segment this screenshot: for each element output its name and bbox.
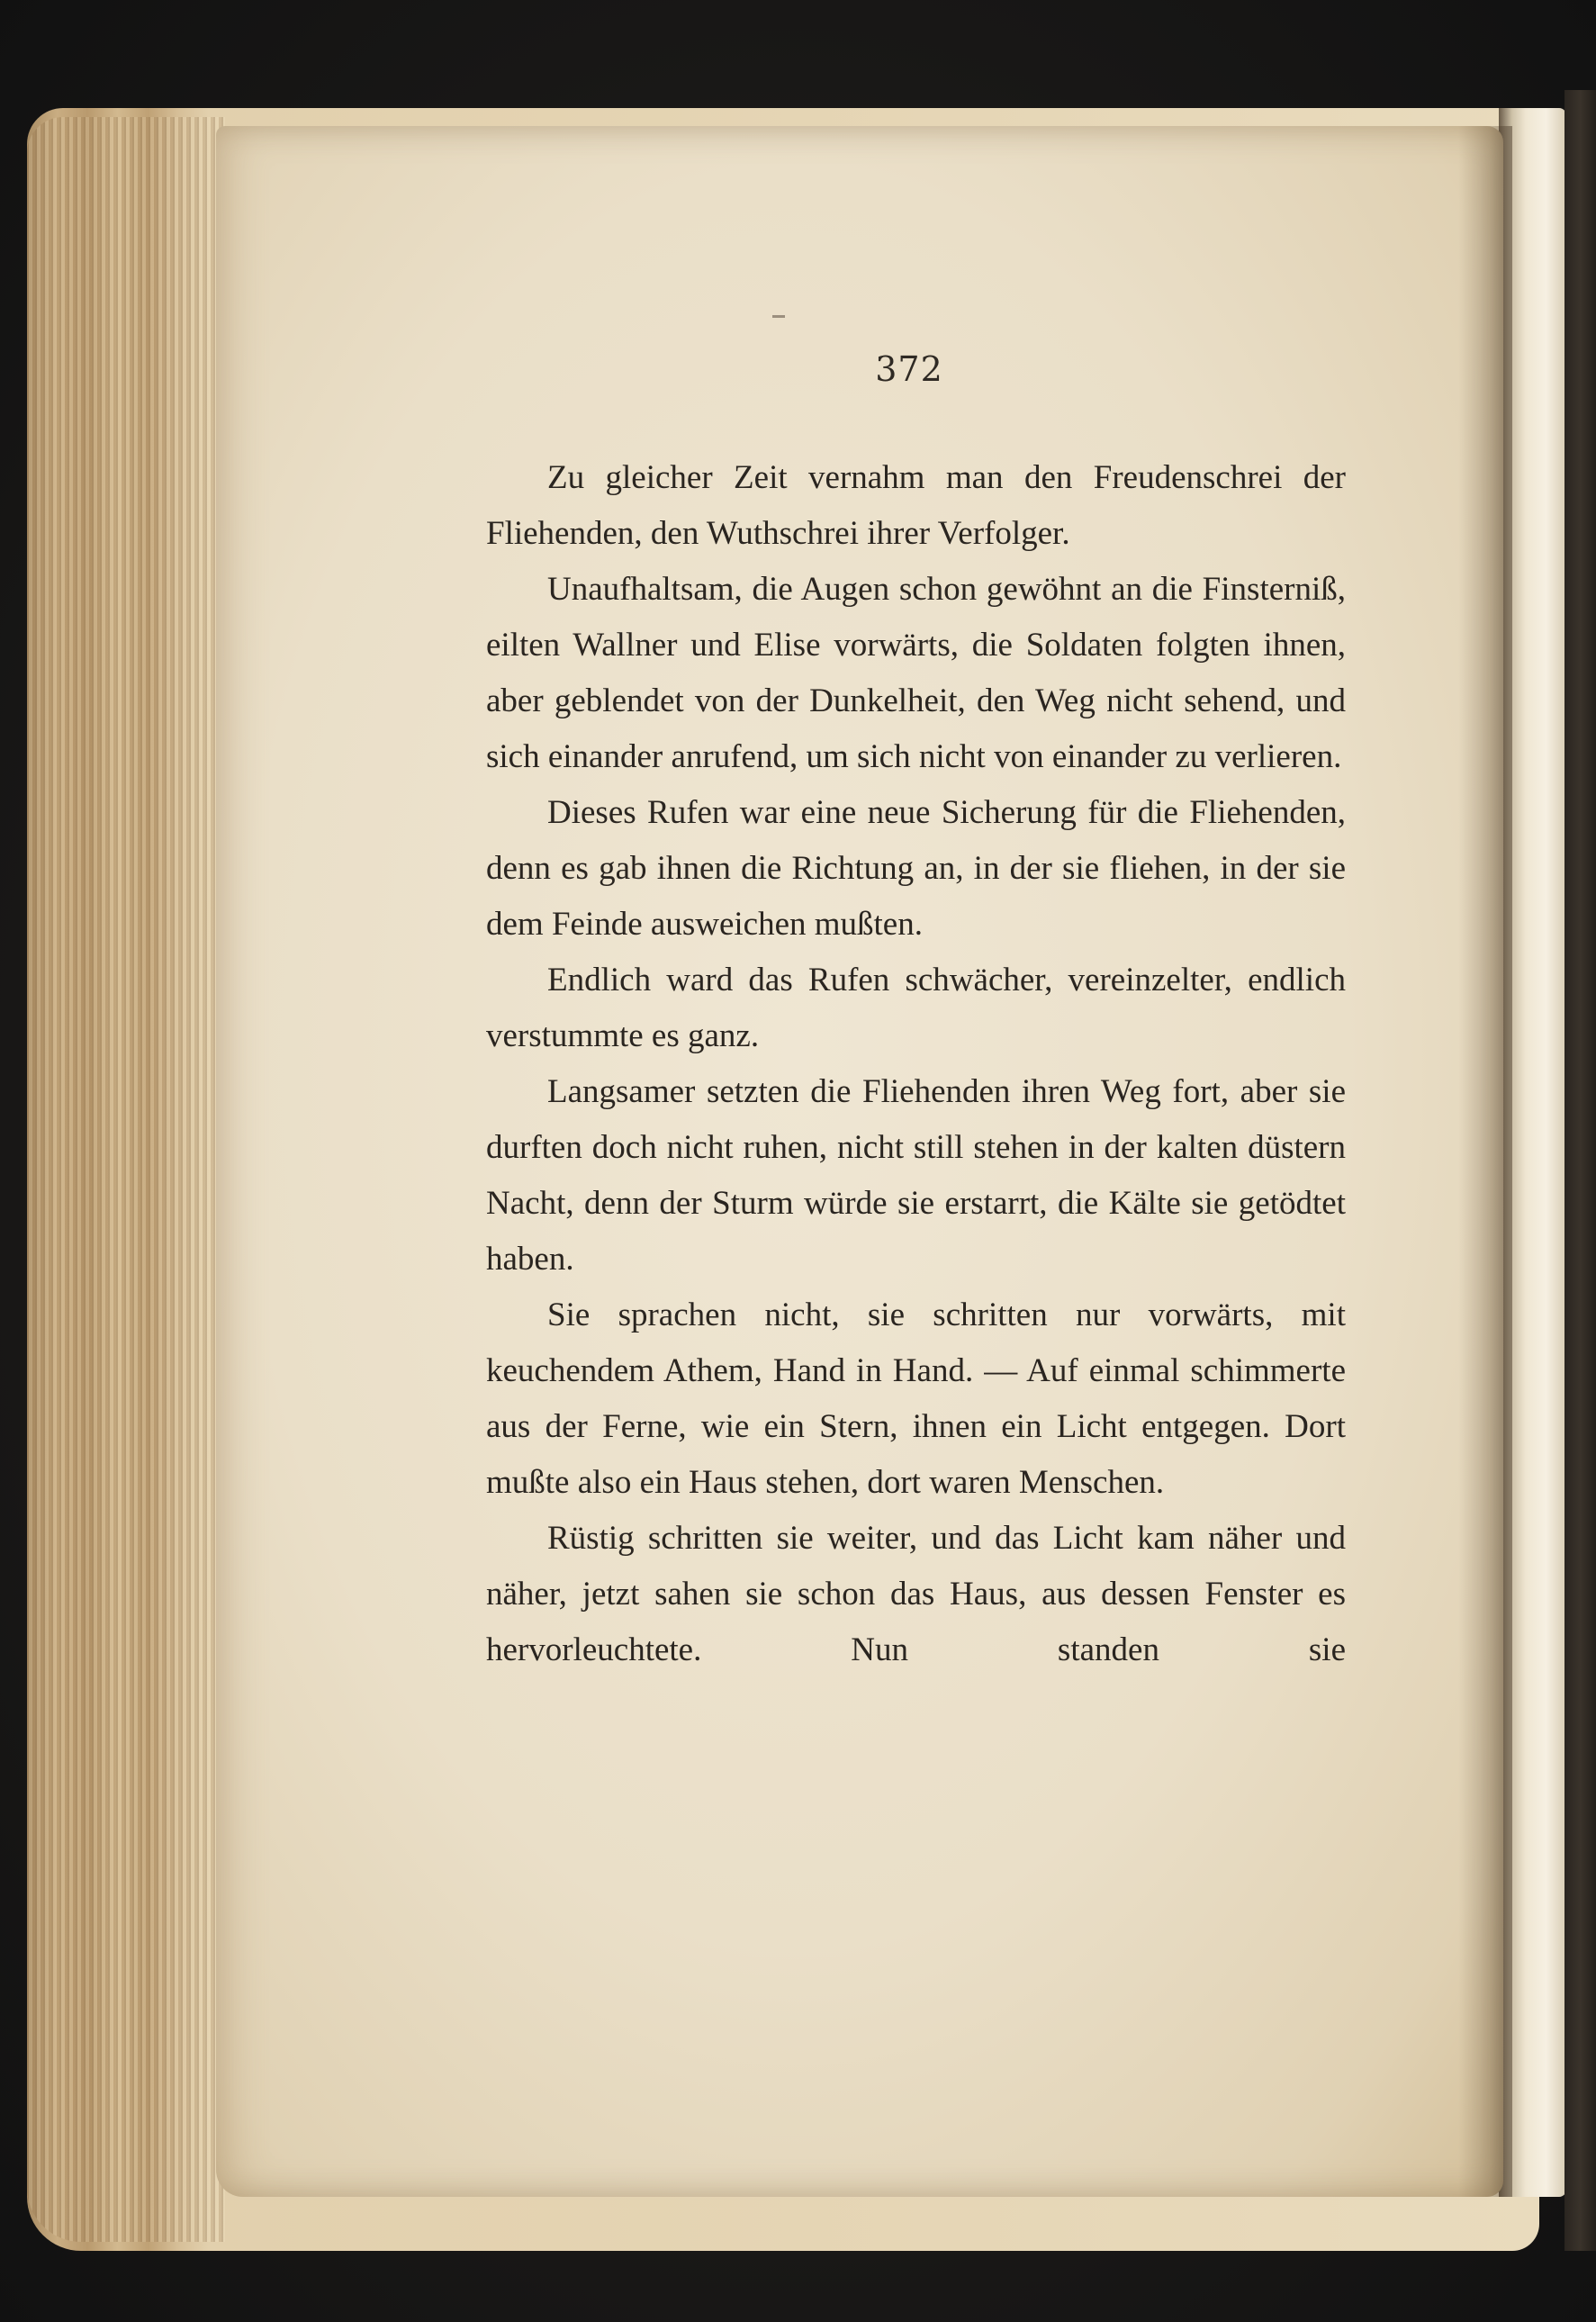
page-edges (27, 117, 225, 2242)
page-number: 372 (875, 349, 943, 389)
paragraph-4: Endlich ward das Rufen schwächer, vereinzelter, endlich verstummte es ganz. (486, 962, 1346, 1054)
paragraph-3: Dieses Rufen war eine neue Sicherung für die Fliehenden, denn es gab ihnen die Richtung an, in der sie fliehen, in der sie dem Feinde ausweichen mußten. (486, 794, 1346, 943)
page-text (486, 450, 1346, 1678)
paragraph-6: Sie sprachen nicht, sie schritten nur vorwärts, mit keuchendem Athem, Hand in Hand. — Auf einmal schimmerte aus der Ferne, wie ein Stern, ihnen ein Licht entgegen. Dort mußte also ein Haus stehen, dort waren Menschen. (486, 1297, 1346, 1501)
paragraph-2: Unaufhaltsam, die Augen schon gewöhnt an die Finsterniß, eilten Wallner und Elise vorwärts, die Soldaten folgten ihnen, aber geblendet von der Dunkelheit, den Weg nicht sehend, und sich einander anrufend, um sich nicht von einander zu verlieren. (486, 571, 1346, 775)
book-cover (1564, 90, 1596, 2251)
paragraph-1: Zu gleicher Zeit vernahm man den Freudenschrei der Fliehenden, den Wuthschrei ihrer Verfolger. (486, 459, 1346, 552)
page-mark (772, 315, 785, 318)
paragraph-7: Rüstig schritten sie weiter, und das Licht kam näher und näher, jetzt sahen sie schon das Haus, aus dessen Fenster es hervorleuchtete. Nun standen sie (486, 1520, 1346, 1668)
paragraph-5: Langsamer setzten die Fliehenden ihren Weg fort, aber sie durften doch nicht ruhen, nicht still stehen in der kalten düstern Nacht, denn der Sturm würde sie erstarrt, die Kälte sie getödtet haben. (486, 1073, 1346, 1278)
gutter-shadow (1458, 126, 1512, 2197)
